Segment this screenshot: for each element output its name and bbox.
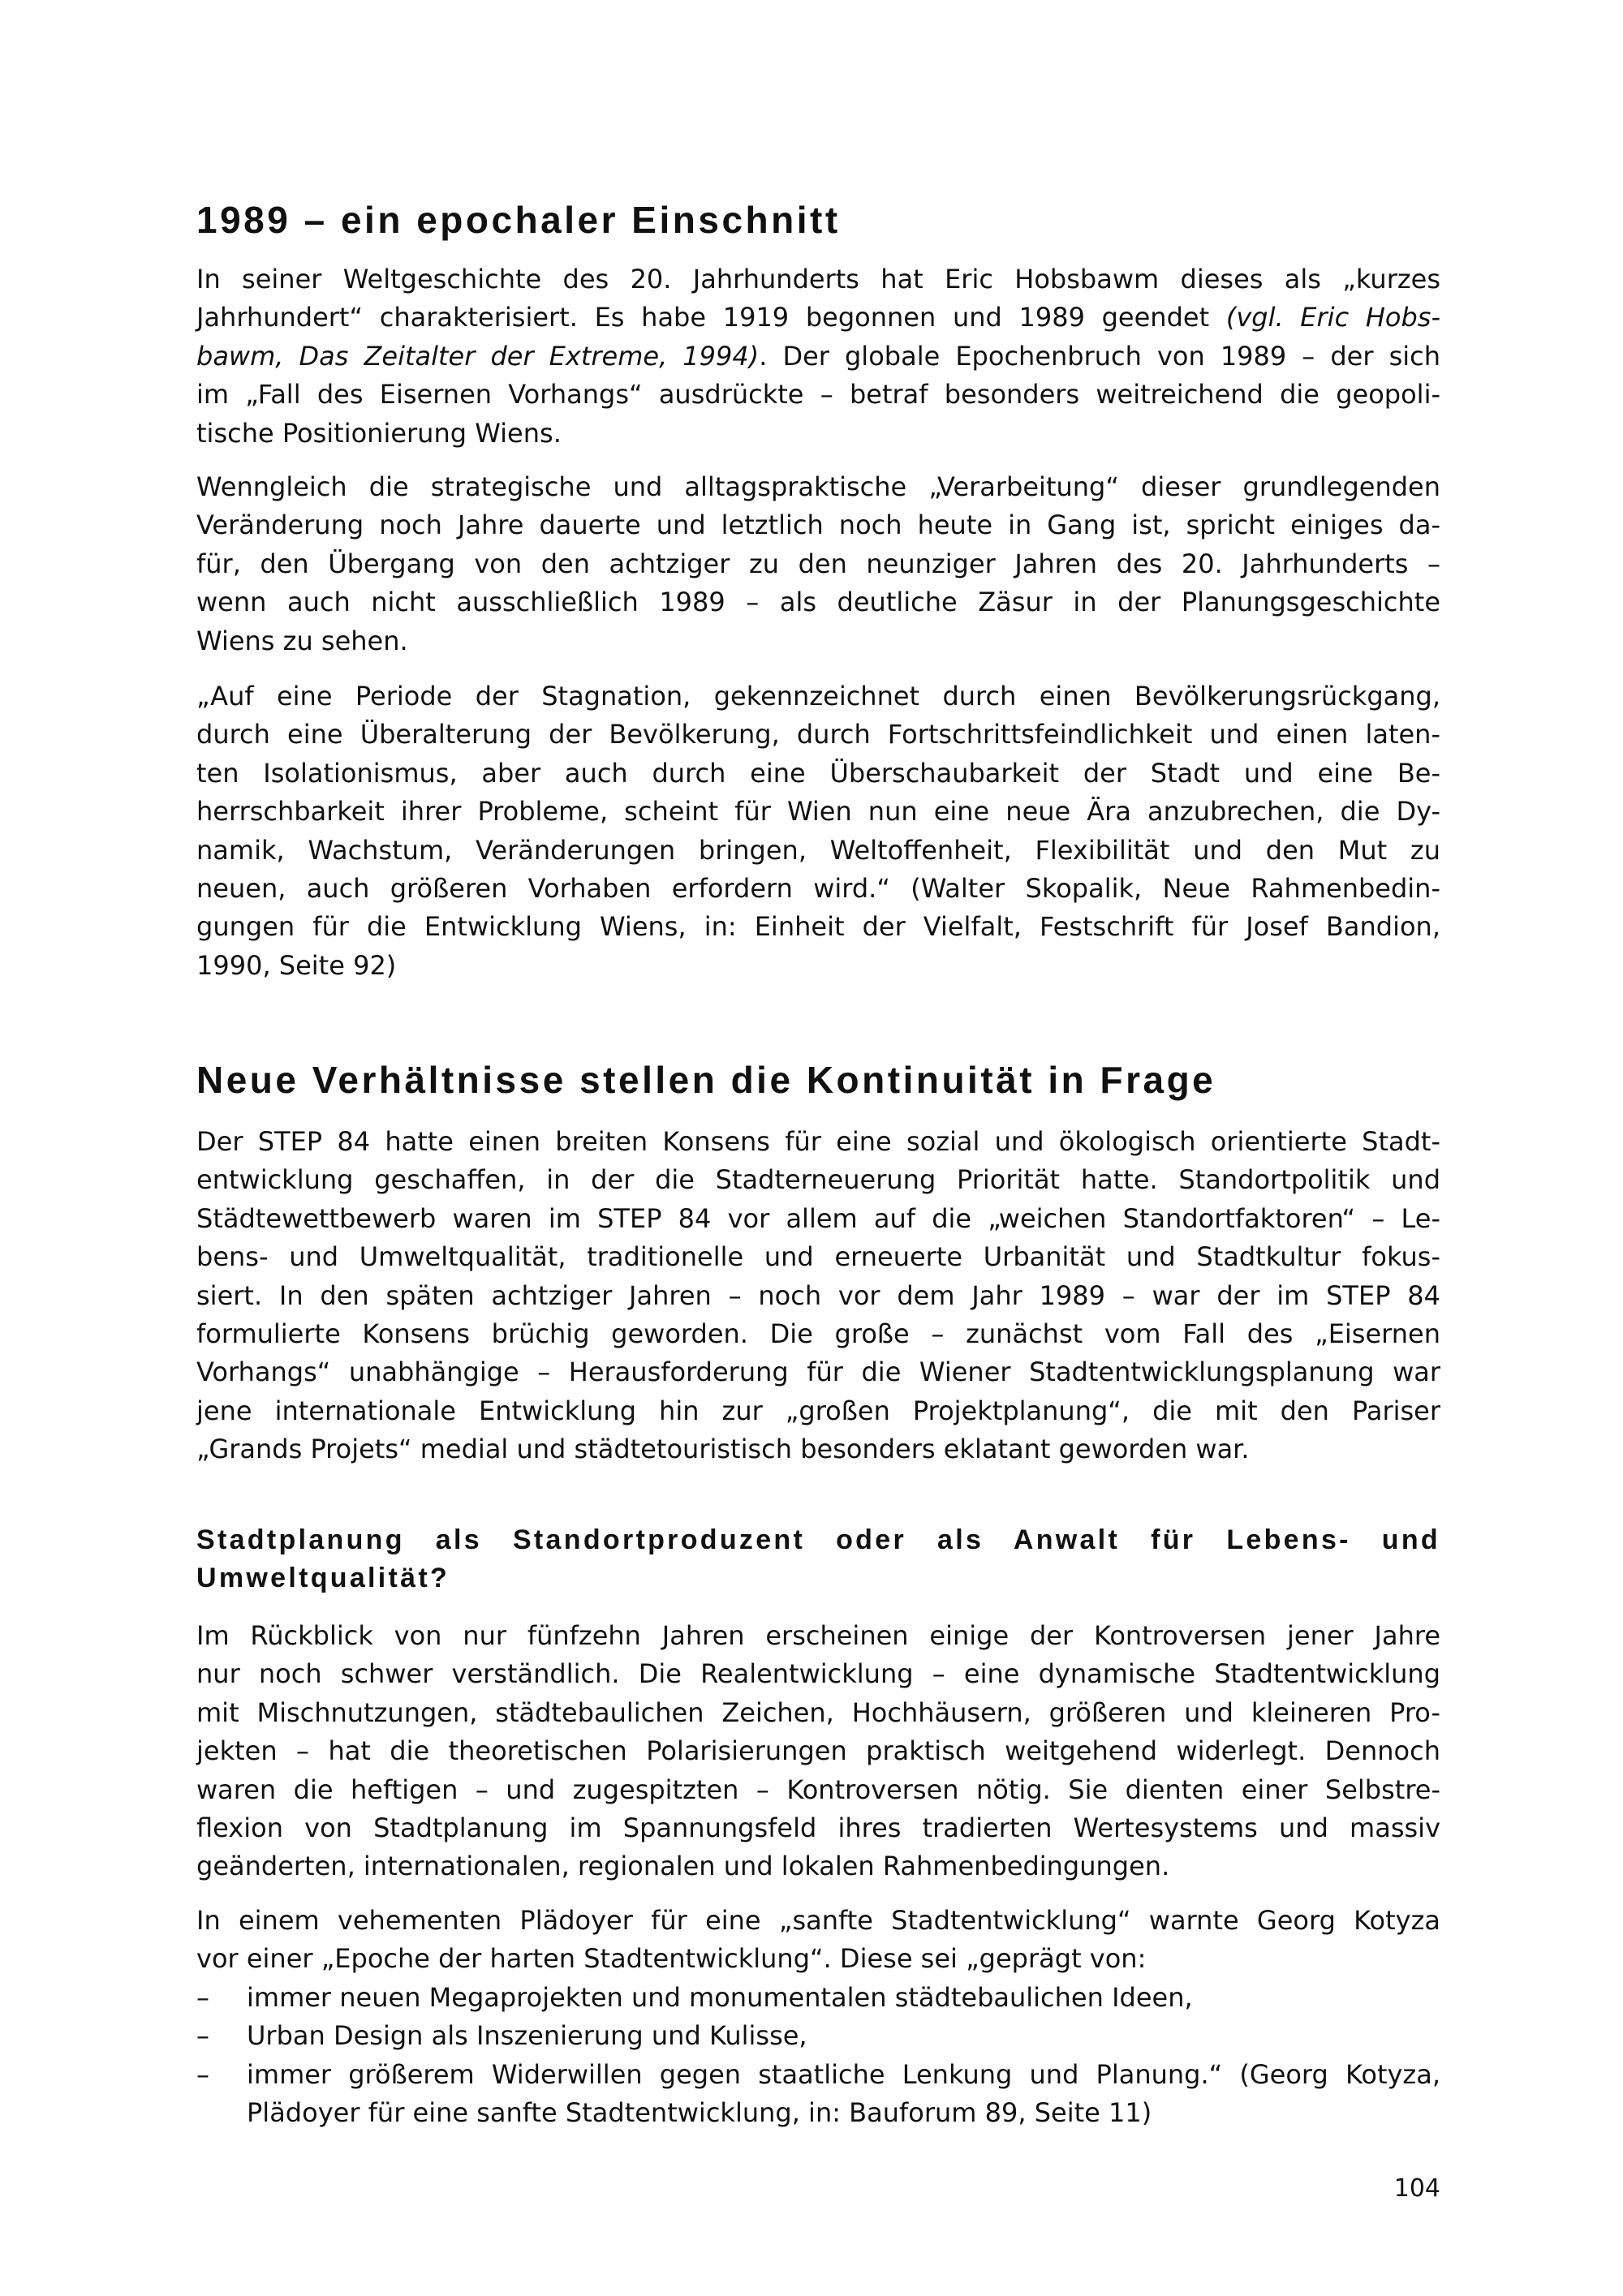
text-line: siert. In den späten achtziger Jahren – noch vor dem Jahr 1989 – war der im STEP 84 (196, 1279, 1440, 1311)
text-line: wenn auch nicht ausschließlich 1989 – als deutliche Zäsur in der Planungsgeschichte (196, 587, 1440, 618)
text-line: durch eine Überalterung der Bevölkerung, durch Fortschrittsfeindlichkeit und einen laten- (196, 719, 1440, 750)
paragraph-4 (196, 1123, 1440, 1469)
page-number: 104 (1393, 2174, 1440, 2203)
text-line: 1990, Seite 92) (196, 949, 397, 981)
text-line: Vorhangs“ unabhängige – Herausforderung für die Wiener Stadtentwicklungsplanung war (196, 1357, 1440, 1388)
text-line: nur noch schwer verständlich. Die Realentwicklung – eine dynamische Stadtentwicklung (196, 1658, 1440, 1690)
text-line: Jahrhundert“ charakterisiert. Es habe 1919 begonnen und 1989 geendet (vgl. Eric Hobs- (196, 302, 1441, 333)
text-line: In seiner Weltgeschichte des 20. Jahrhunderts hat Eric Hobsbawm dieses als „kurzes (196, 264, 1440, 295)
heading-neue-verhaeltnisse: Neue Verhältnisse stellen die Kontinuität in Frage (196, 1059, 1216, 1101)
text-line: Städtewettbewerb waren im STEP 84 vor allem auf die „weichen Standortfaktoren“ – Le- (196, 1202, 1440, 1234)
text-line: für, den Übergang von den achtziger zu den neunziger Jahren des 20. Jahrhunderts – (196, 548, 1440, 579)
paragraph-1 (196, 260, 1440, 453)
text-line: im „Fall des Eisernen Vorhangs“ ausdrückte – betraf besonders weitreichend die geopoli- (196, 379, 1440, 411)
paragraph-6 (196, 1902, 1440, 1979)
list-item (196, 2017, 1440, 2055)
text-line: entwicklung geschaffen, in der die Stadterneuerung Priorität hatte. Standortpolitik und (196, 1164, 1440, 1196)
text-line: „Auf eine Periode der Stagnation, gekennzeichnet durch einen Bevölkerungsrückgang, (196, 681, 1440, 712)
text-line: In einem vehementen Plädoyer für eine „sanfte Stadtentwicklung“ warnte Georg Kotyza (196, 1905, 1440, 1936)
heading-1989: 1989 – ein epochaler Einschnitt (196, 199, 841, 241)
text-line: immer größerem Widerwillen gegen staatliche Lenkung und Planung.“ (Georg Kotyza, (247, 2058, 1440, 2090)
text-line: Plädoyer für eine sanfte Stadtentwicklung, in: Bauforum 89, Seite 11) (247, 2097, 1152, 2129)
list-dash: – (196, 2058, 209, 2090)
text-line: namik, Wachstum, Veränderungen bringen, Weltoffenheit, Flexibilität und den Mut zu (196, 834, 1440, 866)
text-line: flexion von Stadtplanung im Spannungsfeld ihres tradierten Wertesystems und massiv (196, 1812, 1440, 1843)
text-line: vor einer „Epoche der harten Stadtentwicklung“. Diese sei „geprägt von: (196, 1943, 1147, 1975)
text-line: Wenngleich die strategische und alltagspraktische „Verarbeitung“ dieser grundlegenden (196, 471, 1440, 502)
text-line: bawm, Das Zeitalter der Extreme, 1994). Der globale Epochenbruch von 1989 – der sich (196, 340, 1441, 372)
text-line: geänderten, internationalen, regionalen und lokalen Rahmenbedingungen. (196, 1851, 1170, 1882)
text-line: Stadtplanung als Standortproduzent oder als Anwalt für Lebens- und (196, 1524, 1440, 1555)
text-line: Veränderung noch Jahre dauerte und letztlich noch heute in Gang ist, spricht einiges da- (196, 510, 1440, 541)
text-line: mit Mischnutzungen, städtebaulichen Zeichen, Hochhäusern, größeren und kleineren Pro- (196, 1696, 1440, 1728)
text-line: jekten – hat die theoretischen Polarisierungen praktisch weitgehend widerlegt. Dennoch (196, 1735, 1440, 1767)
text-line: Wiens zu sehen. (196, 625, 408, 656)
heading-stadtplanung (196, 1521, 1440, 1598)
quote-list (196, 1979, 1440, 2133)
list-item (196, 1979, 1440, 2017)
text-line: Umweltqualität? (196, 1563, 450, 1594)
text-line: waren die heftigen – und zugespitzten – Kontroversen nötig. Sie dienten einer Selbstre- (196, 1774, 1440, 1805)
text-line: tische Positionierung Wiens. (196, 417, 562, 449)
list-dash: – (196, 2020, 209, 2052)
text-line: immer neuen Megaprojekten und monumentalen städtebaulichen Ideen, (247, 1982, 1193, 2013)
text-line: neuen, auch größeren Vorhaben erfordern wird.“ (Walter Skopalik, Neue Rahmenbedin- (196, 872, 1440, 904)
text-line: Im Rückblick von nur fünfzehn Jahren erscheinen einige der Kontroversen jener Jahre (196, 1620, 1440, 1651)
text-line: Urban Design als Inszenierung und Kulisse, (247, 2020, 807, 2052)
text-line: jene internationale Entwicklung hin zur „großen Projektplanung“, die mit den Pariser (196, 1395, 1440, 1426)
text-line: Der STEP 84 hatte einen breiten Konsens für eine sozial und ökologisch orientierte Stadt- (196, 1126, 1440, 1157)
paragraph-3-quote (196, 677, 1440, 985)
paragraph-2 (196, 468, 1440, 660)
paragraph-5 (196, 1617, 1440, 1886)
text-line: bens- und Umweltqualität, traditionelle und erneuerte Urbanität und Stadtkultur fokus- (196, 1241, 1440, 1273)
list-item (196, 2056, 1440, 2133)
text-line: ten Isolationismus, aber auch durch eine Überschaubarkeit der Stadt und eine Be- (196, 757, 1440, 789)
text-line: formulierte Konsens brüchig geworden. Die große – zunächst vom Fall des „Eisernen (196, 1318, 1440, 1349)
list-dash: – (196, 1982, 209, 2013)
text-line: „Grands Projets“ medial und städtetouristisch besonders eklatant geworden war. (196, 1434, 1250, 1465)
text-line: herrschbarkeit ihrer Probleme, scheint für Wien nun eine neue Ära anzubrechen, die Dy- (196, 796, 1440, 828)
text-line: gungen für die Entwicklung Wiens, in: Einheit der Vielfalt, Festschrift für Josef Bandion, (196, 911, 1440, 943)
